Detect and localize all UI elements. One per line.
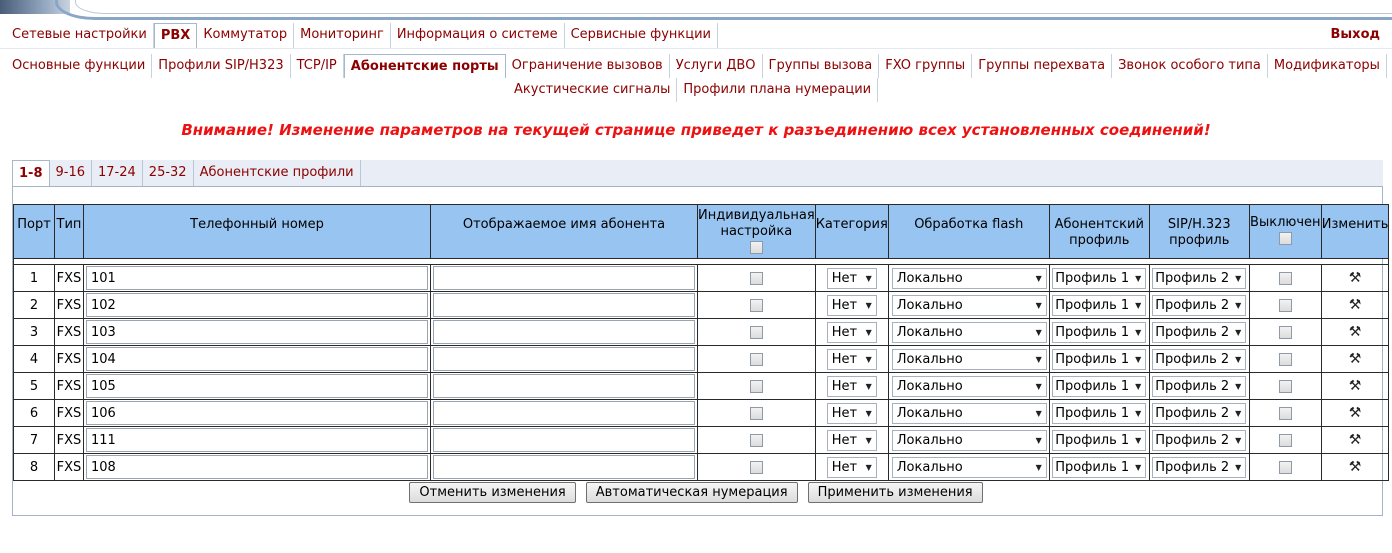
individual-cell (698, 454, 816, 481)
category-cell (815, 292, 888, 319)
apply-changes-button[interactable]: Применить изменения (808, 482, 983, 503)
display-name-cell (431, 346, 698, 373)
sip-profile-select[interactable]: Профиль 2 ▼ (1152, 268, 1246, 289)
category-select[interactable]: Нет ▼ (827, 457, 877, 478)
phone-cell (84, 292, 431, 319)
header-category: Категория (815, 205, 888, 259)
disabled-cell (1249, 400, 1321, 427)
disabled-checkbox[interactable] (1279, 461, 1292, 474)
table-row (14, 373, 1389, 400)
individual-cell (698, 292, 816, 319)
category-select[interactable]: Нет ▼ (827, 430, 877, 451)
dropdown-arrow-icon: ▼ (1135, 435, 1142, 445)
port-type: FXS (55, 346, 84, 373)
flash-cell (888, 373, 1049, 400)
disabled-checkbox[interactable] (1279, 272, 1292, 285)
disabled-cell (1249, 319, 1321, 346)
flash-cell (888, 427, 1049, 454)
display-name-cell (431, 373, 698, 400)
disabled-cell (1249, 292, 1321, 319)
port-number: 8 (14, 454, 55, 481)
phone-number-input[interactable] (86, 374, 428, 398)
sip-profile-cell (1149, 319, 1249, 346)
subnav-call-restrictions[interactable]: Ограничение вызовов (506, 54, 670, 78)
dropdown-arrow-icon: ▼ (865, 462, 872, 472)
dropdown-arrow-icon: ▼ (1135, 408, 1142, 418)
tab-ports-9-16[interactable]: 9-16 (50, 160, 93, 186)
nav-switch[interactable]: Коммутатор (197, 23, 294, 48)
port-number: 5 (14, 373, 55, 400)
dropdown-arrow-icon: ▼ (1035, 354, 1042, 364)
flash-cell (888, 292, 1049, 319)
sub-profile-cell (1049, 454, 1149, 481)
dropdown-arrow-icon: ▼ (865, 327, 872, 337)
header-type: Тип (55, 205, 84, 259)
individual-checkbox[interactable] (750, 272, 763, 285)
category-select[interactable]: Нет ▼ (827, 268, 877, 289)
dropdown-arrow-icon: ▼ (1035, 462, 1042, 472)
subnav-fxo-groups[interactable]: FXO группы (879, 54, 972, 78)
display-name-input[interactable] (433, 401, 695, 425)
action-buttons (0, 482, 1392, 503)
edit-cell (1321, 346, 1389, 373)
edit-cell (1321, 265, 1389, 292)
dropdown-arrow-icon: ▼ (1235, 381, 1242, 391)
dropdown-arrow-icon: ▼ (1235, 273, 1242, 283)
tab-ports-25-32[interactable]: 25-32 (143, 160, 194, 186)
flash-cell (888, 454, 1049, 481)
category-cell (815, 319, 888, 346)
display-name-cell (431, 292, 698, 319)
header-sub-profile: Абонентский профиль (1049, 205, 1149, 259)
phone-cell (84, 265, 431, 292)
subnav-pickup-groups[interactable]: Группы перехвата (972, 54, 1112, 78)
table-row (14, 346, 1389, 373)
category-cell (815, 400, 888, 427)
individual-cell (698, 319, 816, 346)
tab-ports-1-8[interactable]: 1-8 (12, 160, 50, 186)
flash-cell (888, 400, 1049, 427)
subnav-subscriber-ports[interactable]: Абонентские порты (344, 54, 506, 78)
table-row (14, 427, 1389, 454)
display-name-cell (431, 319, 698, 346)
dropdown-arrow-icon: ▼ (1035, 435, 1042, 445)
individual-cell (698, 427, 816, 454)
individual-cell (698, 265, 816, 292)
disabled-checkbox[interactable] (1279, 326, 1292, 339)
tools-icon[interactable]: ⚒ (1348, 297, 1362, 313)
display-name-cell (431, 400, 698, 427)
disabled-checkbox[interactable] (1279, 353, 1292, 366)
dropdown-arrow-icon: ▼ (1035, 381, 1042, 391)
phone-number-input[interactable] (86, 293, 428, 317)
sub-profile-cell (1049, 373, 1149, 400)
header-sip-profile: SIP/H.323 профиль (1149, 205, 1249, 259)
tools-icon[interactable]: ⚒ (1348, 378, 1362, 394)
dropdown-arrow-icon: ▼ (1135, 327, 1142, 337)
display-name-input[interactable] (433, 455, 695, 479)
dropdown-arrow-icon: ▼ (1235, 300, 1242, 310)
dropdown-arrow-icon: ▼ (1135, 300, 1142, 310)
category-select[interactable]: Нет ▼ (827, 349, 877, 370)
dropdown-arrow-icon: ▼ (1235, 435, 1242, 445)
dropdown-arrow-icon: ▼ (1135, 462, 1142, 472)
sip-profile-select[interactable]: Профиль 2 ▼ (1152, 403, 1246, 424)
port-type: FXS (55, 265, 84, 292)
sub-profile-cell (1049, 319, 1149, 346)
dropdown-arrow-icon: ▼ (865, 435, 872, 445)
flash-cell (888, 265, 1049, 292)
display-name-input[interactable] (433, 293, 695, 317)
individual-cell (698, 400, 816, 427)
sub-profile-cell (1049, 265, 1149, 292)
sub-profile-select[interactable]: Профиль 1 ▼ (1052, 295, 1146, 316)
phone-cell (84, 400, 431, 427)
auto-numbering-button[interactable]: Автоматическая нумерация (586, 482, 798, 503)
dropdown-arrow-icon: ▼ (865, 273, 872, 283)
phone-cell (84, 427, 431, 454)
dropdown-arrow-icon: ▼ (1035, 300, 1042, 310)
individual-checkbox[interactable] (750, 353, 763, 366)
port-number: 6 (14, 400, 55, 427)
sip-profile-cell (1149, 427, 1249, 454)
header-individual: Индивидуальная настройка (698, 205, 816, 259)
tools-icon[interactable]: ⚒ (1348, 459, 1362, 475)
category-select[interactable]: Нет ▼ (827, 376, 877, 397)
phone-number-input[interactable] (86, 266, 428, 290)
table-row (14, 265, 1389, 292)
dropdown-arrow-icon: ▼ (1035, 273, 1042, 283)
port-type: FXS (55, 400, 84, 427)
sip-profile-select[interactable]: Профиль 2 ▼ (1152, 295, 1246, 316)
phone-cell (84, 373, 431, 400)
subnav-dvo-services[interactable]: Услуги ДВО (670, 54, 763, 78)
individual-cell (698, 373, 816, 400)
port-number: 7 (14, 427, 55, 454)
port-type: FXS (55, 319, 84, 346)
disabled-checkbox[interactable] (1279, 407, 1292, 420)
flash-select[interactable]: Локально ▼ (892, 403, 1047, 424)
subnav-modifiers[interactable]: Модификаторы (1268, 54, 1387, 78)
sub-profile-select[interactable]: Профиль 1 ▼ (1052, 322, 1146, 343)
port-type: FXS (55, 427, 84, 454)
display-name-cell (431, 265, 698, 292)
flash-select[interactable]: Локально ▼ (892, 457, 1047, 478)
individual-checkbox[interactable] (750, 461, 763, 474)
phone-cell (84, 346, 431, 373)
sip-profile-select[interactable]: Профиль 2 ▼ (1152, 430, 1246, 451)
edit-cell (1321, 292, 1389, 319)
tools-icon[interactable]: ⚒ (1348, 351, 1362, 367)
table-header-row (14, 205, 1389, 259)
phone-number-input[interactable] (86, 428, 428, 452)
header-edit: Изменить (1321, 205, 1389, 259)
table-row (14, 454, 1389, 481)
individual-checkbox[interactable] (750, 299, 763, 312)
disabled-cell (1249, 265, 1321, 292)
disabled-checkbox[interactable] (1279, 434, 1292, 447)
port-type: FXS (55, 373, 84, 400)
display-name-cell (431, 427, 698, 454)
display-name-cell (431, 454, 698, 481)
disabled-checkbox[interactable] (1279, 380, 1292, 393)
category-select[interactable]: Нет ▼ (827, 403, 877, 424)
port-type: FXS (55, 292, 84, 319)
sip-profile-select[interactable]: Профиль 2 ▼ (1152, 322, 1246, 343)
sip-profile-select[interactable]: Профиль 2 ▼ (1152, 349, 1246, 370)
tools-icon[interactable]: ⚒ (1348, 270, 1362, 286)
dropdown-arrow-icon: ▼ (1235, 462, 1242, 472)
individual-cell (698, 346, 816, 373)
disabled-checkbox[interactable] (1279, 299, 1292, 312)
flash-select[interactable]: Локально ▼ (892, 295, 1047, 316)
sub-profile-cell (1049, 292, 1149, 319)
table-row (14, 292, 1389, 319)
dropdown-arrow-icon: ▼ (1135, 273, 1142, 283)
individual-checkbox[interactable] (750, 380, 763, 393)
flash-select[interactable]: Локально ▼ (892, 322, 1047, 343)
subnav-tcp-ip[interactable]: TCP/IP (291, 54, 344, 78)
banner-decoration-inner (75, 0, 1392, 14)
phone-number-input[interactable] (86, 347, 428, 371)
subnav-basic-functions[interactable]: Основные функции (6, 54, 152, 78)
dropdown-arrow-icon: ▼ (1035, 408, 1042, 418)
disabled-cell (1249, 373, 1321, 400)
display-name-input[interactable] (433, 347, 695, 371)
dropdown-arrow-icon: ▼ (865, 381, 872, 391)
edit-cell (1321, 454, 1389, 481)
nav-network-settings[interactable]: Сетевые настройки (6, 23, 154, 48)
header-disabled: Выключен (1249, 205, 1321, 259)
exit-link[interactable]: Выход (1330, 27, 1380, 42)
subnav-call-groups[interactable]: Группы вызова (763, 54, 880, 78)
sip-profile-cell (1149, 292, 1249, 319)
dropdown-arrow-icon: ▼ (1235, 354, 1242, 364)
main-nav (0, 22, 1392, 49)
nav-service-functions[interactable]: Сервисные функции (565, 23, 718, 48)
port-number: 2 (14, 292, 55, 319)
category-cell (815, 346, 888, 373)
header-phone: Телефонный номер (84, 205, 431, 259)
category-cell (815, 373, 888, 400)
edit-cell (1321, 319, 1389, 346)
subnav-acoustic-signals[interactable]: Акустические сигналы (508, 78, 677, 102)
port-number: 3 (14, 319, 55, 346)
phone-number-input[interactable] (86, 320, 428, 344)
display-name-input[interactable] (433, 266, 695, 290)
individual-checkbox[interactable] (750, 434, 763, 447)
dropdown-arrow-icon: ▼ (1235, 408, 1242, 418)
subnav-sip-profiles[interactable]: Профили SIP/H323 (152, 54, 290, 78)
cancel-changes-button[interactable]: Отменить изменения (409, 482, 575, 503)
flash-cell (888, 346, 1049, 373)
edit-cell (1321, 400, 1389, 427)
dropdown-arrow-icon: ▼ (1135, 381, 1142, 391)
sub-profile-select[interactable]: Профиль 1 ▼ (1052, 376, 1146, 397)
flash-select[interactable]: Локально ▼ (892, 430, 1047, 451)
phone-number-input[interactable] (86, 401, 428, 425)
sub-profile-select[interactable]: Профиль 1 ▼ (1052, 457, 1146, 478)
sip-profile-cell (1149, 346, 1249, 373)
sub-nav (0, 50, 1392, 102)
header-flash: Обработка flash (888, 205, 1049, 259)
dropdown-arrow-icon: ▼ (1135, 354, 1142, 364)
display-name-input[interactable] (433, 374, 695, 398)
port-tabs (12, 160, 1383, 186)
edit-cell (1321, 373, 1389, 400)
sub-profile-select[interactable]: Профиль 1 ▼ (1052, 430, 1146, 451)
subnav-special-ring[interactable]: Звонок особого типа (1112, 54, 1268, 78)
dropdown-arrow-icon: ▼ (865, 354, 872, 364)
sub-profile-select[interactable]: Профиль 1 ▼ (1052, 403, 1146, 424)
dropdown-arrow-icon: ▼ (1035, 327, 1042, 337)
header-port: Порт (14, 205, 55, 259)
port-type: FXS (55, 454, 84, 481)
individual-all-checkbox[interactable] (750, 241, 763, 254)
sip-profile-select[interactable]: Профиль 2 ▼ (1152, 376, 1246, 397)
nav-system-info[interactable]: Информация о системе (391, 23, 565, 48)
port-number: 1 (14, 265, 55, 292)
sip-profile-select[interactable]: Профиль 2 ▼ (1152, 457, 1246, 478)
sip-profile-cell (1149, 373, 1249, 400)
display-name-input[interactable] (433, 320, 695, 344)
category-select[interactable]: Нет ▼ (827, 295, 877, 316)
disabled-all-checkbox[interactable] (1279, 232, 1292, 245)
individual-checkbox[interactable] (750, 407, 763, 420)
phone-number-input[interactable] (86, 455, 428, 479)
sub-profile-cell (1049, 400, 1149, 427)
dropdown-arrow-icon: ▼ (865, 408, 872, 418)
phone-cell (84, 454, 431, 481)
tools-icon[interactable]: ⚒ (1348, 432, 1362, 448)
sip-profile-cell (1149, 454, 1249, 481)
table-row (14, 400, 1389, 427)
tools-icon[interactable]: ⚒ (1348, 324, 1362, 340)
flash-select[interactable]: Локально ▼ (892, 349, 1047, 370)
phone-cell (84, 319, 431, 346)
warning-message: Внимание! Изменение параметров на текущей странице приведет к разъединению всех установленных соединений! (181, 121, 1211, 139)
dropdown-arrow-icon: ▼ (1235, 327, 1242, 337)
tab-ports-17-24[interactable]: 17-24 (92, 160, 143, 186)
dropdown-arrow-icon: ▼ (865, 300, 872, 310)
table-row (14, 319, 1389, 346)
top-banner (0, 0, 1392, 22)
sub-profile-cell (1049, 427, 1149, 454)
flash-select[interactable]: Локально ▼ (892, 376, 1047, 397)
category-cell (815, 454, 888, 481)
category-cell (815, 265, 888, 292)
sub-profile-cell (1049, 346, 1149, 373)
disabled-cell (1249, 454, 1321, 481)
disabled-cell (1249, 427, 1321, 454)
sip-profile-cell (1149, 400, 1249, 427)
individual-checkbox[interactable] (750, 326, 763, 339)
category-select[interactable]: Нет ▼ (827, 322, 877, 343)
nav-monitoring[interactable]: Мониторинг (294, 23, 391, 48)
disabled-cell (1249, 346, 1321, 373)
sip-profile-cell (1149, 265, 1249, 292)
sub-profile-select[interactable]: Профиль 1 ▼ (1052, 268, 1146, 289)
sub-profile-select[interactable]: Профиль 1 ▼ (1052, 349, 1146, 370)
tab-subscriber-profiles[interactable]: Абонентские профили (194, 160, 361, 186)
display-name-input[interactable] (433, 428, 695, 452)
category-cell (815, 427, 888, 454)
flash-cell (888, 319, 1049, 346)
ports-table (13, 204, 1389, 481)
tools-icon[interactable]: ⚒ (1348, 405, 1362, 421)
flash-select[interactable]: Локально ▼ (892, 268, 1047, 289)
subnav-dial-plan-profiles[interactable]: Профили плана нумерации (677, 78, 878, 102)
header-display-name: Отображаемое имя абонента (431, 205, 698, 259)
nav-pbx[interactable]: PBX (154, 23, 197, 48)
port-number: 4 (14, 346, 55, 373)
edit-cell (1321, 427, 1389, 454)
